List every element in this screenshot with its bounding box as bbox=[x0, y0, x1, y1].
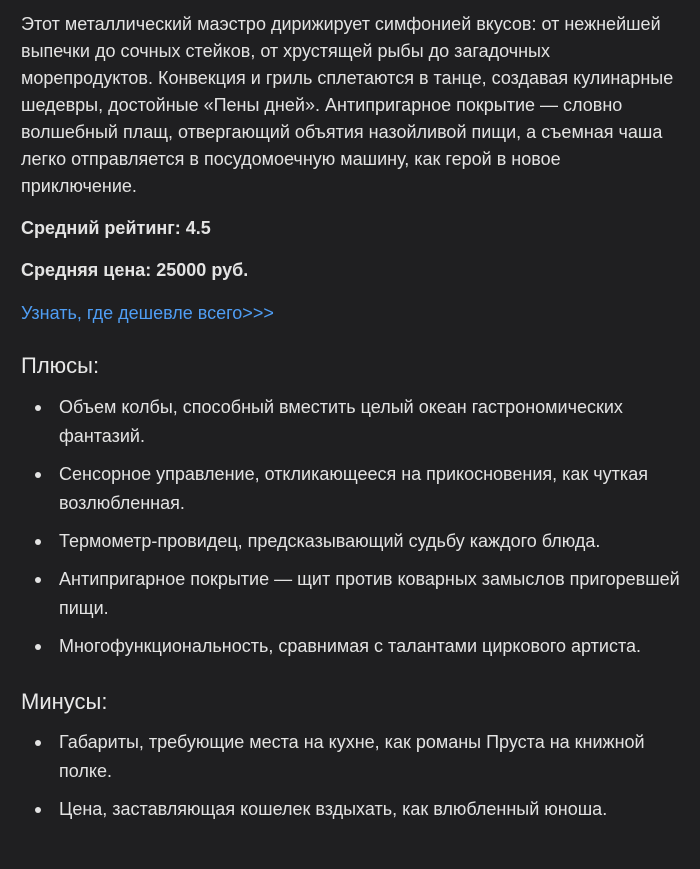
list-item-text: Габариты, требующие места на кухне, как романы Пруста на книжной полке. bbox=[59, 732, 645, 781]
cons-heading: Минусы: bbox=[21, 689, 108, 714]
bullet-icon bbox=[35, 577, 41, 583]
pros-list-item bbox=[21, 632, 680, 661]
list-item-text: Объем колбы, способный вместить целый океан гастрономических фантазий. bbox=[59, 397, 623, 446]
cons-list-item bbox=[21, 728, 680, 786]
bullet-icon bbox=[35, 539, 41, 545]
list-item-text: Многофункциональность, сравнимая с талантами циркового артиста. bbox=[59, 636, 642, 656]
pros-list-item bbox=[21, 460, 680, 518]
pros-list-item bbox=[21, 393, 680, 451]
list-item-text: Сенсорное управление, откликающееся на прикосновения, как чуткая возлюбленная. bbox=[59, 464, 648, 513]
list-item-text: Термометр-провидец, предсказывающий судьбу каждого блюда. bbox=[59, 531, 601, 551]
cons-list bbox=[21, 728, 680, 824]
bullet-icon bbox=[35, 807, 41, 813]
list-item-text: Антипригарное покрытие — щит против коварных замыслов пригоревшей пищи. bbox=[59, 569, 680, 618]
bullet-icon bbox=[35, 472, 41, 478]
pros-list-item bbox=[21, 527, 680, 556]
pros-list bbox=[21, 393, 680, 661]
list-item-text: Цена, заставляющая кошелек вздыхать, как влюбленный юноша. bbox=[59, 799, 608, 819]
bullet-icon bbox=[35, 644, 41, 650]
pros-list-item bbox=[21, 565, 680, 623]
intro-paragraph: Этот металлический маэстро дирижирует симфонией вкусов: от нежнейшей выпечки до сочных стейков, от хрустящей рыбы до загадочных морепродуктов. Конвекция и гриль сплетаются в танце, создавая кулинарные шедевры, достойные «Пены дней». Антипригарное покрытие — словно волшебный плащ, отвергающий объятия назойливой пищи, а съемная чаша легко отправляется в посудомоечную машину, как герой в новое приключение. bbox=[21, 14, 674, 196]
cheapest-price-link[interactable]: Узнать, где дешевле всего>>> bbox=[21, 303, 274, 323]
bullet-icon bbox=[35, 740, 41, 746]
cons-list-item bbox=[21, 795, 680, 824]
average-price: Средняя цена: 25000 руб. bbox=[21, 260, 249, 280]
average-rating: Средний рейтинг: 4.5 bbox=[21, 218, 211, 238]
bullet-icon bbox=[35, 405, 41, 411]
pros-heading: Плюсы: bbox=[21, 353, 100, 378]
